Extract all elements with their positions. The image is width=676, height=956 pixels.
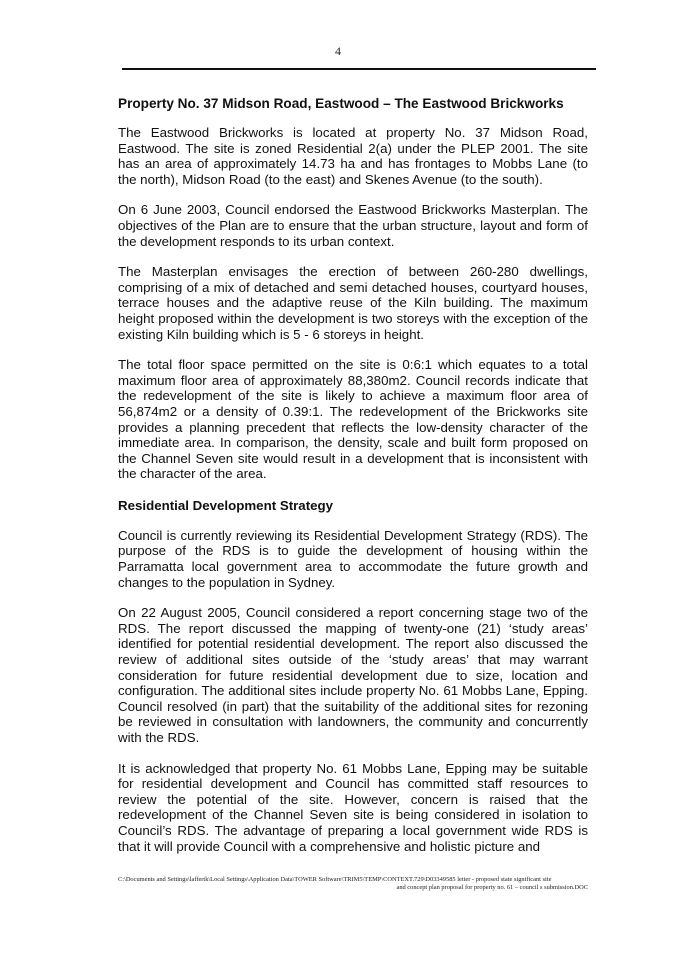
paragraph: The total floor space permitted on the site is 0:6:1 which equates to a total maximum floor area of approximately 88,380m2. Council records indicate that the redevelopment of the site is likely to achieve a maximum floor area of 56,874m2 or a density of 0.39:1. The redevelopment of the Brickworks site provides a planning precedent that reflects the low-density character of the immediate area. In comparison, the density, scale and built form proposed on the Channel Seven site would result in a development that is inconsistent with the character of the area. [118, 357, 588, 482]
section-heading: Property No. 37 Midson Road, Eastwood – The Eastwood Brickworks [118, 96, 564, 111]
paragraph: Council is currently reviewing its Residential Development Strategy (RDS). The purpose of the RDS is to guide the development of housing within the Parramatta local government area to accommodate the future growth and changes to the population in Sydney. [118, 527, 588, 590]
paragraph: It is acknowledged that property No. 61 Mobbs Lane, Epping may be suitable for residential development and Council has committed staff resources to review the potential of the site. However, concern is raised that the redevelopment of the Channel Seven site is being considered in isolation to Council’s RDS. The advantage of preparing a local government wide RDS is that it will provide Council with a comprehensive and holistic picture and [118, 760, 588, 854]
document-body [118, 95, 588, 869]
subsection-heading: Residential Development Strategy [118, 497, 334, 513]
paragraph: The Masterplan envisages the erection of between 260-280 dwellings, comprising of a mix of detached and semi detached houses, courtyard houses, terrace houses and the adaptive reuse of the Kiln building. The maximum height proposed within the development is two storeys with the exception of the existing Kiln building which is 5 - 6 storeys in height. [118, 264, 588, 342]
paragraph: On 6 June 2003, Council endorsed the Eastwood Brickworks Masterplan. The objectives of the Plan are to ensure that the urban structure, layout and form of the development responds to its urban context. [118, 202, 588, 249]
paragraph: On 22 August 2005, Council considered a report concerning stage two of the RDS. The report discussed the mapping of twenty-one (21) ‘study areas’ identified for potential residential development. The report also discussed the review of additional sites outside of the ‘study areas’ that may warrant consideration for future residential development due to size, location and configuration. The additional sites include property No. 61 Mobbs Lane, Epping. Council resolved (in part) that the suitability of the additional sites for rezoning be reviewed in consultation with landowners, the community and concurrently with the RDS. [118, 605, 588, 745]
file-path-footer [118, 876, 588, 892]
paragraph: The Eastwood Brickworks is located at property No. 37 Midson Road, Eastwood. The site is zoned Residential 2(a) under the PLEP 2001. The site has an area of approximately 14.73 ha and has frontages to Mobbs Lane (to the north), Midson Road (to the east) and Skenes Avenue (to the south). [118, 125, 588, 187]
header-rule [122, 68, 596, 70]
footer-line-1: C:\Documents and Settings\laffertk\Local Settings\Application Data\TOWER Software\TRIM5\TEMP\CONTEXT.729\D03349585 letter - proposed state significant site [118, 876, 552, 883]
page-number: 4 [335, 44, 341, 58]
footer-line-2: and concept plan proposal for property no. 61 – council s submission.DOC [396, 884, 588, 891]
